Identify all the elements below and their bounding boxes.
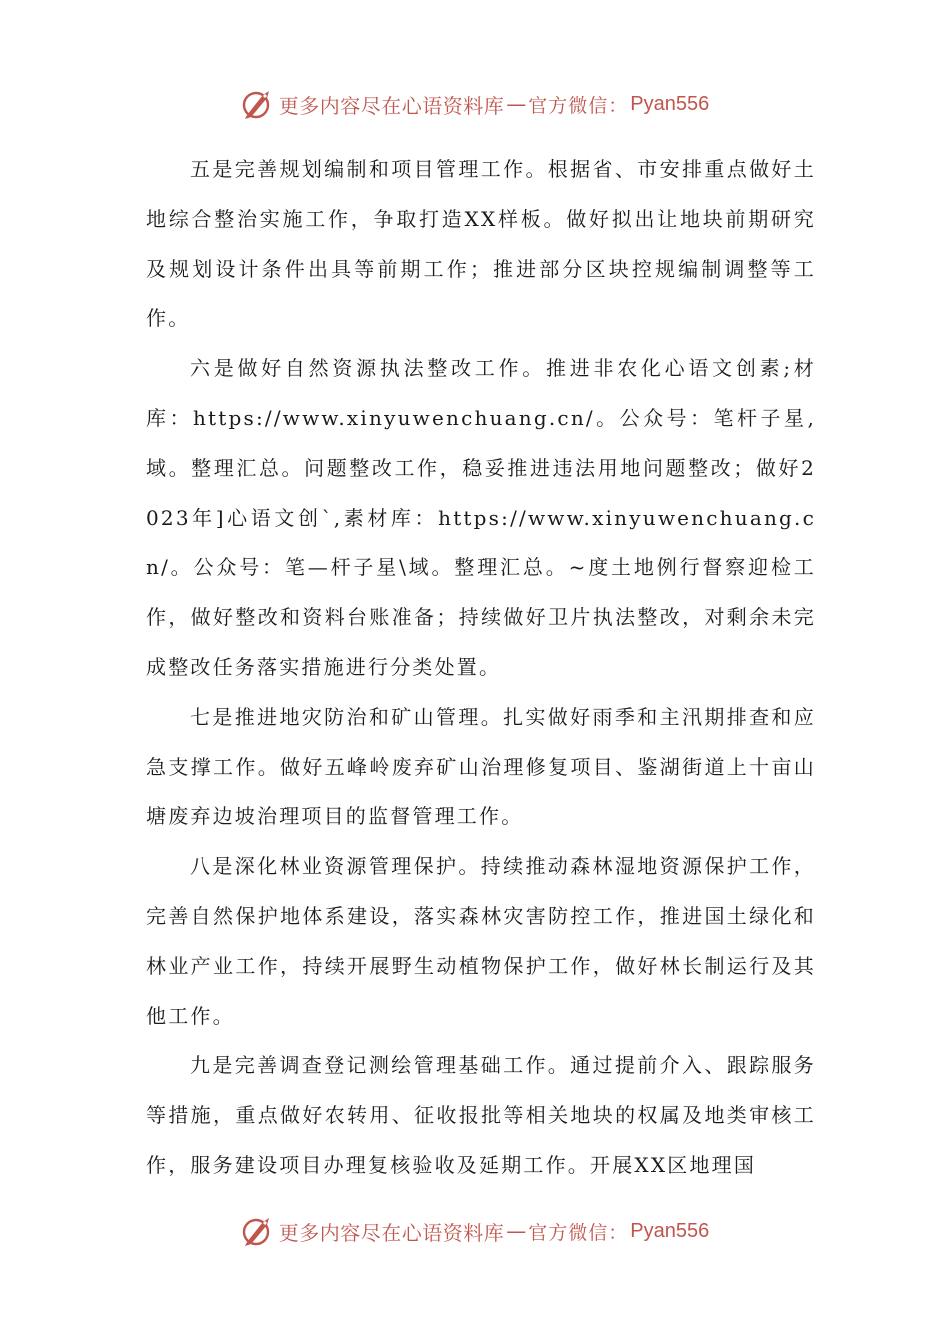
banner-separator: — xyxy=(506,92,527,116)
header-watermark-banner xyxy=(0,84,950,124)
paragraph-8: 八是深化林业资源管理保护。持续推动森林湿地资源保护工作，完善自然保护地体系建设，落实森林灾害防控工作，推进国土绿化和林业产业工作，持续开展野生动植物保护工作，做好林长制运行及其他工作。 xyxy=(146,854,816,1028)
paragraph-9: 九是完善调查登记测绘管理基础工作。通过提前介入、跟踪服务等措施，重点做好农转用、征收报批等相关地块的权属及地类审核工作，服务建设项目办理复核验收及延期工作。开展XX区地理国 xyxy=(146,1053,816,1177)
banner-separator: — xyxy=(506,1219,527,1243)
paragraph-5: 五是完善规划编制和项目管理工作。根据省、市安排重点做好土地综合整治实施工作，争取打造XX样板。做好拟出让地块前期研究及规划设计条件出具等前期工作；推进部分区块控规编制调整等工作。 xyxy=(146,157,816,331)
document-body xyxy=(146,145,816,1191)
banner-wechat-id: Pyan556 xyxy=(630,1219,710,1242)
pen-nib-logo-icon xyxy=(241,87,275,121)
pen-nib-logo-icon xyxy=(241,1214,275,1248)
banner-wechat-label: 官方微信： xyxy=(528,1221,629,1244)
banner-wechat-id: Pyan556 xyxy=(630,92,710,115)
banner-text: 更多内容尽在心语资料库 xyxy=(278,93,505,118)
banner-text: 更多内容尽在心语资料库 xyxy=(278,1220,505,1245)
paragraph-7: 七是推进地灾防治和矿山管理。扎实做好雨季和主汛期排查和应急支撑工作。做好五峰岭废弃矿山治理修复项目、鉴湖街道上十亩山塘废弃边坡治理项目的监督管理工作。 xyxy=(146,704,816,829)
paragraph-6: 六是做好自然资源执法整改工作。推进非农化心语文创素;材库：https://www.xinyuwenchuang.cn/。公众号：笔杆子星,域。整理汇总。问题整改工作，稳妥推进违法用地问题整改；做好2023年]心语文创`,素材库：https://www.xinyuwenchuang.cn/。公众号：笔—杆子星\域。整理汇总。~度土地例行督察迎检工作，做好整改和资料台账准备；持续做好卫片执法整改，对剩余未完成整改任务落实措施进行分类处置。 xyxy=(146,356,816,679)
banner-wechat-label: 官方微信： xyxy=(528,94,629,117)
footer-watermark-banner xyxy=(0,1211,950,1251)
